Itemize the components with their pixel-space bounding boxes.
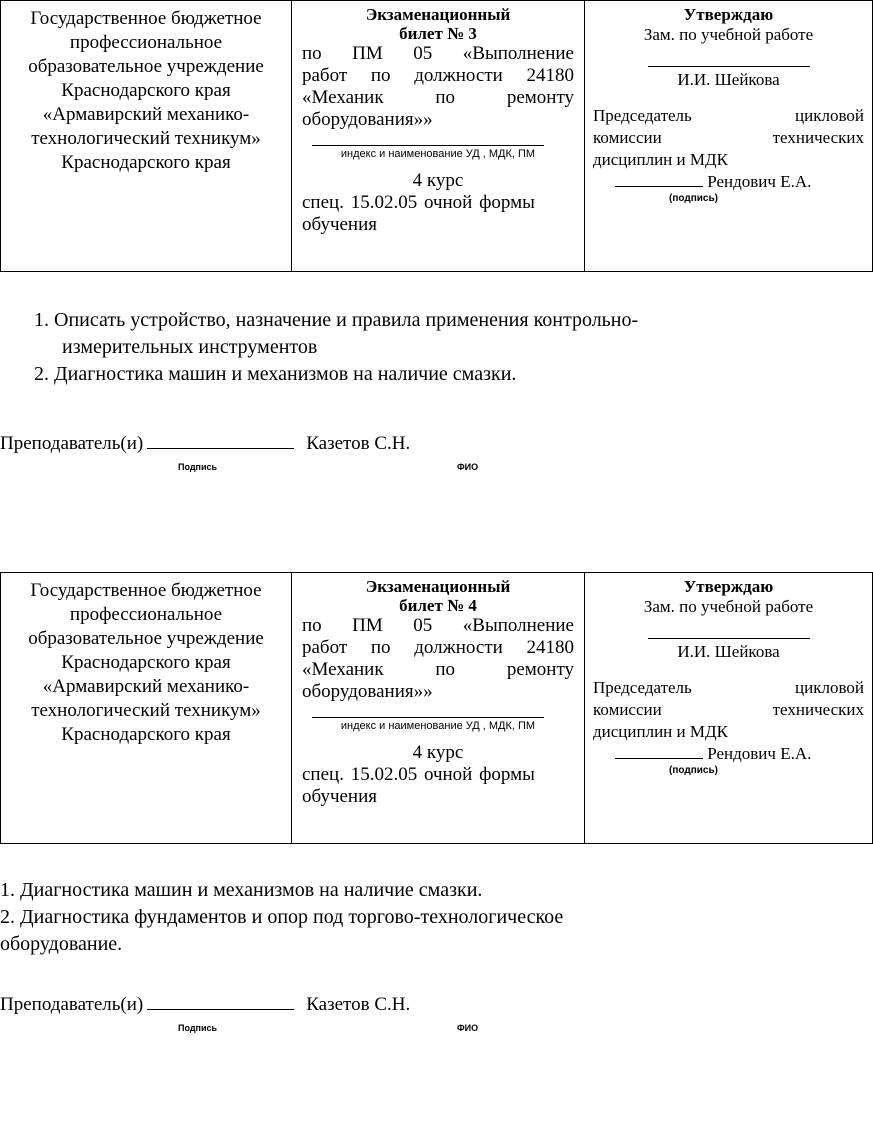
deputy-title: Зам. по учебной работе: [643, 597, 814, 616]
ticket-number: билет № 3: [399, 24, 477, 43]
signature-caption: (подпись): [669, 193, 718, 204]
pm-line: по ПМ 05 «Выполнение: [302, 615, 574, 636]
chair-name: Рендович Е.А.: [707, 744, 812, 763]
chair-signature: [615, 171, 864, 193]
course: 4 курс: [412, 170, 464, 191]
fio-caption: ФИО: [457, 462, 479, 472]
organization-cell: [1, 1, 292, 272]
pm-line: работ по должности 24180: [302, 637, 574, 658]
teacher-signature-line: [147, 432, 294, 449]
signature-caption: Подпись: [178, 1023, 218, 1033]
chair-name: Рендович Е.А.: [707, 172, 812, 191]
specialty: спец. 15.02.05 очной формы обучения: [302, 192, 535, 235]
pm-line: работ по должности 24180: [302, 65, 574, 86]
teacher-signature-row: [0, 432, 410, 455]
approve-label: Утверждаю: [683, 577, 774, 596]
task-item: 1. Описать устройство, назначение и правила применения контрольно-: [34, 309, 639, 331]
chair-signature-line: [615, 172, 703, 187]
chair-line: комиссии технических: [593, 128, 864, 147]
approve-label: Утверждаю: [683, 5, 774, 24]
teacher-label: Преподаватель(и): [0, 433, 144, 454]
teacher-name: Казетов С.Н.: [306, 433, 411, 454]
task-item: оборудование.: [0, 933, 123, 955]
index-caption: индекс и наименование УД , МДК, ПМ: [340, 148, 536, 160]
pm-line: оборудования»»: [302, 681, 433, 702]
ticket-number: билет № 4: [399, 596, 477, 615]
specialty: спец. 15.02.05 очной формы обучения: [302, 764, 535, 807]
signature-caption: (подпись): [669, 765, 718, 776]
pm-line: «Механик по ремонту: [302, 87, 574, 108]
approval-cell: [585, 1, 873, 272]
teacher-label: Преподаватель(и): [0, 994, 144, 1015]
pm-line: оборудования»»: [302, 109, 433, 130]
teacher-signature-row: [0, 993, 410, 1016]
chair-signature-line: [615, 744, 703, 759]
chair-signature: [615, 743, 864, 765]
ticket-info-cell: [292, 573, 585, 844]
index-underline: [312, 145, 544, 146]
ticket-info-cell: [292, 1, 585, 272]
index-underline: [312, 717, 544, 718]
ticket-4-header-table: [0, 572, 873, 844]
pm-line: «Механик по ремонту: [302, 659, 574, 680]
chair-line: дисциплин и МДК: [593, 150, 728, 169]
pm-line: по ПМ 05 «Выполнение: [302, 43, 574, 64]
exam-title: Экзаменационный: [365, 577, 511, 596]
signature-caption: Подпись: [178, 462, 218, 472]
task-item: 1. Диагностика машин и механизмов на наличие смазки.: [0, 879, 483, 901]
ticket-3-header-table: [0, 0, 873, 272]
chair-line: Председатель цикловой: [593, 678, 864, 697]
deputy-name: И.И. Шейкова: [677, 642, 780, 661]
organization-cell: [1, 573, 292, 844]
organization-name: Государственное бюджетное профессиональное образовательное учреждение Краснодарского края «Армавирский механико-технологический техникум» Краснодарского края: [28, 8, 264, 173]
task-item: измерительных инструментов: [62, 336, 318, 358]
approval-cell: [585, 573, 873, 844]
deputy-name: И.И. Шейкова: [677, 70, 780, 89]
deputy-signature-line: [648, 618, 810, 639]
teacher-signature-line: [147, 993, 294, 1010]
chair-line: Председатель цикловой: [593, 106, 864, 125]
task-item: 2. Диагностика машин и механизмов на наличие смазки.: [34, 363, 517, 385]
teacher-name: Казетов С.Н.: [306, 994, 411, 1015]
chair-line: дисциплин и МДК: [593, 722, 728, 741]
organization-name: Государственное бюджетное профессиональное образовательное учреждение Краснодарского края «Армавирский механико-технологический техникум» Краснодарского края: [28, 580, 264, 745]
exam-title: Экзаменационный: [365, 5, 511, 24]
task-list: [0, 877, 563, 958]
chair-line: комиссии технических: [593, 700, 864, 719]
task-item: 2. Диагностика фундаментов и опор под торгово-технологическое: [0, 906, 564, 928]
deputy-title: Зам. по учебной работе: [643, 25, 814, 44]
task-list: [34, 307, 638, 388]
fio-caption: ФИО: [457, 1023, 479, 1033]
course: 4 курс: [412, 742, 464, 763]
index-caption: индекс и наименование УД , МДК, ПМ: [340, 720, 536, 732]
deputy-signature-line: [648, 46, 810, 67]
